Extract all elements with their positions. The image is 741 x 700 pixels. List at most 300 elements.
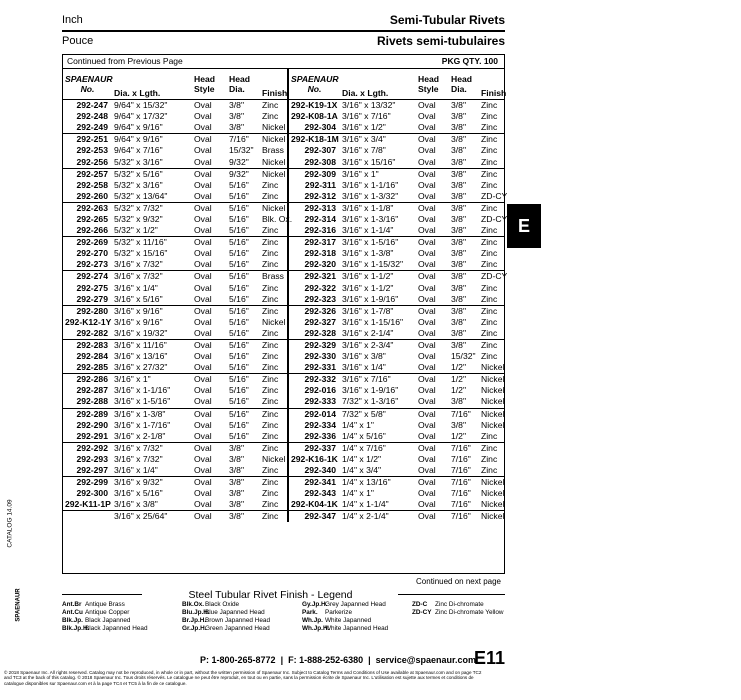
table-header-row xyxy=(63,69,504,100)
head-style: Oval xyxy=(418,100,436,111)
dia-lgth: 1/4" x 1-1/4" xyxy=(340,499,416,511)
continued-next-label: Continued on next page xyxy=(416,577,501,586)
dia-lgth: 9/64" x 17/32" xyxy=(114,111,168,122)
part-number: 292-337 xyxy=(304,442,336,453)
dia-lgth: 3/16" x 1" xyxy=(114,374,151,385)
head-dia: 7/16" xyxy=(451,453,471,464)
legend-text: Green Japanned Head xyxy=(205,625,270,632)
head-style: Oval xyxy=(192,156,227,168)
dia-lgth: 3/16" x 9/16" xyxy=(114,316,163,327)
side-catalog xyxy=(6,470,36,660)
table-row xyxy=(63,431,504,443)
header-right-1: Semi-Tubular Rivets xyxy=(389,13,505,27)
part-number: 292-341 xyxy=(304,477,336,488)
head-dia: 3/8" xyxy=(451,100,466,111)
part-number: 292-332 xyxy=(304,374,336,385)
finish: Zinc xyxy=(260,477,288,489)
col-head-label: Head xyxy=(194,74,216,84)
part-number: 292-334 xyxy=(304,419,336,430)
part-number: 292-K12-1Y xyxy=(65,316,112,327)
header-rule xyxy=(62,30,505,32)
head-dia: 5/16" xyxy=(229,419,249,430)
part-number: 292-318 xyxy=(304,248,336,259)
col-spaenaur-no: SPAENAUR No. xyxy=(288,69,340,100)
legend-code: Ant.Cu xyxy=(62,609,83,616)
head-style: Oval xyxy=(418,237,436,248)
part-number: 292-280 xyxy=(76,305,108,316)
dia-lgth: 3/16" x 1/4" xyxy=(114,282,158,293)
head-dia: 5/16" xyxy=(229,237,249,248)
head-dia: 3/8" xyxy=(229,442,244,453)
head-dia: 3/8" xyxy=(451,213,466,224)
head-style: Oval xyxy=(194,408,212,419)
head-dia: 7/16" xyxy=(449,465,479,477)
part-number: 292-282 xyxy=(63,328,112,340)
head-style: Oval xyxy=(194,477,212,488)
head-style: Oval xyxy=(194,442,212,453)
dia-lgth: 7/32" x 5/8" xyxy=(342,408,386,419)
header-left-1: Inch xyxy=(62,14,83,26)
part-number: 292-287 xyxy=(76,385,108,396)
legend-text: Zinc Di-chromate xyxy=(435,601,484,608)
dia-lgth: 3/16" x 7/16" xyxy=(342,374,391,385)
head-style: Oval xyxy=(418,202,436,213)
part-number: 292-311 xyxy=(304,179,336,190)
col-dia-lgth: Dia. x Lgth. xyxy=(112,69,192,100)
head-dia: 3/8" xyxy=(451,145,466,156)
head-dia: 3/8" xyxy=(451,237,466,248)
finish: Nickel xyxy=(481,385,505,396)
dia-lgth: 3/16" x 1/4" xyxy=(340,362,416,374)
dia-lgth: 3/16" x 5/16" xyxy=(114,488,163,499)
table-row xyxy=(63,214,504,225)
part-number: 292-247 xyxy=(76,100,108,111)
part-number: 292-329 xyxy=(304,340,336,351)
head-dia: 5/16" xyxy=(229,282,249,293)
head-style: Oval xyxy=(194,271,212,282)
head-style: Oval xyxy=(418,477,436,488)
finish: Zinc xyxy=(260,225,288,237)
side-catalog-text: CATALOG 14.09 xyxy=(6,499,14,548)
part-number: 292-307 xyxy=(304,145,336,156)
table-row xyxy=(63,442,504,454)
dia-lgth: 5/32" x 11/16" xyxy=(114,237,167,248)
head-style: Oval xyxy=(194,100,212,111)
head-dia: 3/8" xyxy=(451,248,466,259)
finish: Nickel xyxy=(481,477,505,488)
part-number: 292-323 xyxy=(288,294,340,306)
head-style: Oval xyxy=(194,248,212,259)
head-dia: 7/16" xyxy=(451,408,471,419)
head-style: Oval xyxy=(418,453,436,464)
head-style: Oval xyxy=(192,499,227,511)
head-dia: 3/8" xyxy=(451,134,466,145)
finish: Zinc xyxy=(481,282,498,293)
head-style: Oval xyxy=(194,282,212,293)
dia-lgth: 1/4" x 1" xyxy=(342,419,374,430)
part-number: 292-K18-1M xyxy=(291,134,339,145)
legend-text: Zinc Di-chromate Yellow xyxy=(435,609,504,616)
finish: Nickel xyxy=(481,396,505,407)
dia-lgth: 3/16" x 3/8" xyxy=(342,351,386,362)
head-style: Oval xyxy=(418,374,436,385)
dia-lgth: 5/32" x 13/64" xyxy=(112,191,192,203)
col-style-label: Style xyxy=(418,84,439,94)
table-row xyxy=(63,454,504,465)
head-dia: 5/16" xyxy=(227,431,260,443)
part-number: 292-251 xyxy=(76,134,108,145)
head-dia: 3/8" xyxy=(227,499,260,511)
head-style: Oval xyxy=(194,168,212,179)
legend-code: ZD-CY xyxy=(412,609,432,616)
finish: Zinc xyxy=(481,111,498,122)
finish: Zinc xyxy=(260,339,288,351)
dia-lgth: 3/16" x 15/16" xyxy=(340,156,416,168)
dia-lgth: 9/64" x 15/32" xyxy=(114,100,168,111)
finish: Nickel xyxy=(481,374,505,385)
dia-lgth: 3/16" x 1-5/16" xyxy=(342,237,399,248)
finish: ZD-CY xyxy=(481,190,508,201)
dia-lgth: 1/4" x 1/2" xyxy=(342,453,382,464)
finish: Zinc xyxy=(260,248,288,259)
dia-lgth: 1/4" x 3/4" xyxy=(340,465,416,477)
finish: Zinc xyxy=(260,431,288,443)
head-dia: 5/16" xyxy=(229,271,249,282)
dia-lgth: 9/64" x 7/16" xyxy=(114,145,163,156)
finish: Zinc xyxy=(481,248,498,259)
legend-text: Black Japanned xyxy=(85,617,131,624)
table-row xyxy=(63,408,504,420)
head-style: Oval xyxy=(194,305,212,316)
head-style: Oval xyxy=(194,145,212,156)
legend-code: Wh.Jp.H. xyxy=(302,625,330,632)
finish: Zinc xyxy=(260,259,288,271)
head-dia: 7/16" xyxy=(451,488,471,499)
head-dia: 7/16" xyxy=(451,511,471,522)
legend-text: Antique Copper xyxy=(85,609,130,616)
legend-item xyxy=(182,625,270,633)
dia-lgth: 5/32" x 7/32" xyxy=(114,202,163,213)
part-number: 292-290 xyxy=(76,419,108,430)
part-number: 292-253 xyxy=(76,145,108,156)
part-number: 292-308 xyxy=(288,156,340,168)
product-table-box xyxy=(62,54,508,574)
head-dia: 5/16" xyxy=(229,248,249,259)
dia-lgth: 5/32" x 3/16" xyxy=(114,179,163,190)
finish: Nickel xyxy=(481,419,505,430)
part-number: 292-249 xyxy=(63,122,112,134)
head-style: Oval xyxy=(192,431,227,443)
finish: ZD-CY xyxy=(481,271,508,282)
head-dia: 3/8" xyxy=(451,271,466,282)
part-number: 292-322 xyxy=(304,282,336,293)
table-row xyxy=(63,362,504,374)
table-row xyxy=(63,477,504,489)
head-dia: 5/16" xyxy=(229,202,249,213)
header-right-2: Rivets semi-tubulaires xyxy=(376,34,505,48)
head-style: Oval xyxy=(418,419,436,430)
head-dia: 5/16" xyxy=(229,374,249,385)
dia-lgth: 3/16" x 5/16" xyxy=(112,294,192,306)
col-spaenaur-no: SPAENAUR No. xyxy=(63,69,112,100)
dia-lgth: 1/4" x 2-1/4" xyxy=(342,511,389,522)
head-dia: 5/16" xyxy=(229,351,249,362)
legend-text: Black Oxide xyxy=(205,601,240,608)
head-style: Oval xyxy=(416,328,449,340)
dia-lgth: 3/16" x 1-9/16" xyxy=(342,385,399,396)
part-number: 292-263 xyxy=(76,202,108,213)
finish: Zinc xyxy=(479,225,504,237)
head-dia: 1/2" xyxy=(451,385,466,396)
legend-item xyxy=(182,609,265,617)
head-style: Oval xyxy=(418,213,436,224)
head-style: Oval xyxy=(194,179,212,190)
continued-from-label: Continued from Previous Page xyxy=(67,56,183,66)
part-number: 292-014 xyxy=(304,408,336,419)
head-style: Oval xyxy=(418,488,436,499)
legend-code: Br.Jp.H. xyxy=(182,617,207,624)
finish: Zinc xyxy=(260,465,288,477)
head-style: Oval xyxy=(192,191,227,203)
part-number: 292-286 xyxy=(76,374,108,385)
email-link[interactable]: service@spaenaur.com xyxy=(375,655,477,665)
part-number: 292-300 xyxy=(76,488,108,499)
head-dia: 7/16" xyxy=(449,499,479,511)
dia-lgth: 3/16" x 1-15/32" xyxy=(340,259,416,271)
head-style: Oval xyxy=(418,145,436,156)
col-dia-label: Dia. xyxy=(229,84,245,94)
col-finish: Finish xyxy=(479,69,504,100)
part-number: 292-283 xyxy=(76,340,108,351)
head-style: Oval xyxy=(418,179,436,190)
table-row xyxy=(63,145,504,156)
dia-lgth: 3/16" x 1" xyxy=(342,168,379,179)
header-left-2: Pouce xyxy=(62,35,94,47)
part-number: 292-260 xyxy=(63,191,112,203)
dia-lgth: 3/16" x 3/4" xyxy=(342,134,386,145)
head-style: Oval xyxy=(416,362,449,374)
finish: Zinc xyxy=(481,237,498,248)
legend-item xyxy=(62,625,148,633)
finish: Zinc xyxy=(260,328,288,340)
head-dia: 3/8" xyxy=(451,340,466,351)
head-dia: 9/32" xyxy=(229,168,249,179)
head-style: Oval xyxy=(418,316,436,327)
dia-lgth: 3/16" x 19/32" xyxy=(112,328,192,340)
dia-lgth: 3/16" x 7/32" xyxy=(114,453,163,464)
dia-lgth: 3/16" x 1-7/8" xyxy=(342,305,394,316)
head-style: Oval xyxy=(192,122,227,134)
part-number: 292-257 xyxy=(76,168,108,179)
finish: Zinc xyxy=(260,396,288,408)
col-head-label: Head xyxy=(451,74,473,84)
head-style: Oval xyxy=(418,134,436,145)
table-row xyxy=(63,385,504,396)
legend-item xyxy=(302,609,352,617)
dia-lgth: 5/32" x 15/16" xyxy=(114,248,168,259)
finish: Nickel xyxy=(481,499,505,510)
legend-item xyxy=(62,601,125,609)
part-number: 292-317 xyxy=(304,237,336,248)
table-row xyxy=(63,317,504,328)
legend-item xyxy=(182,617,270,625)
head-style: Oval xyxy=(418,442,436,453)
part-number: 292-297 xyxy=(63,465,112,477)
dia-lgth: 3/16" x 1-3/32" xyxy=(340,191,416,203)
table-row xyxy=(63,351,504,362)
col-dia-label: Dia. xyxy=(451,84,467,94)
part-number: 292-248 xyxy=(76,111,108,122)
finish: Zinc xyxy=(260,511,288,523)
product-table xyxy=(63,69,508,522)
dia-lgth: 3/16" x 1/2" xyxy=(340,122,416,134)
part-number: 292-269 xyxy=(76,237,108,248)
part-number: 292-293 xyxy=(76,453,108,464)
table-row xyxy=(63,488,504,499)
finish: Nickel xyxy=(260,122,288,134)
table-topbar xyxy=(63,55,504,69)
finish: Nickel xyxy=(481,408,505,419)
part-number: 292-292 xyxy=(76,442,108,453)
legend-code: ZD-C xyxy=(412,601,428,608)
col-head-label: Head xyxy=(229,74,251,84)
finish: Zinc xyxy=(481,316,498,327)
head-dia: 3/8" xyxy=(451,111,466,122)
copyright-text: © 2018 Spaenaur Inc. All rights reserved. Catalog may not be reproduced, in whole or in part, without the written permission of Spaenaur Inc. Subject to Catalog Terms and Conditions of Use available at Spaenaur.com and on page TC2 and TC3 at the back of this catalog. © 2018 Spaenaur Inc. Tous droits réservés. Le catalogue ne peut être reproduit, en tout ou en partie, sans la permission écrite de Spaenaur Inc. L'utilisation est sujette aux termes et conditions de catalogue disponibles sur Spaenaur.com et à la page TC4 et TC5 à la fin de ce catalogue. xyxy=(4,670,482,686)
col-dia-lgth: Dia. x Lgth. xyxy=(340,69,416,100)
finish: Zinc xyxy=(479,465,504,477)
dia-lgth: 3/16" x 2-3/4" xyxy=(342,340,394,351)
head-dia: 3/8" xyxy=(449,259,479,271)
table-row xyxy=(63,111,504,122)
dia-lgth: 3/16" x 9/16" xyxy=(114,305,163,316)
fax-text: F: 1-888-252-6380 xyxy=(288,655,364,665)
head-dia: 5/16" xyxy=(227,191,260,203)
part-number: 292-347 xyxy=(304,511,336,522)
part-number: 292-279 xyxy=(63,294,112,306)
legend-code: Blk.Jp.H. xyxy=(62,625,90,632)
head-style: Oval xyxy=(194,202,212,213)
finish: Zinc xyxy=(481,453,498,464)
head-dia: 9/32" xyxy=(227,156,260,168)
dia-lgth: 3/16" x 25/64" xyxy=(114,511,168,522)
finish: Zinc xyxy=(260,351,288,362)
table-row xyxy=(63,420,504,431)
part-number: 292-K11-1P xyxy=(65,499,111,510)
legend-text: Antique Brass xyxy=(85,601,125,608)
table-row xyxy=(63,511,504,523)
head-style: Oval xyxy=(194,134,212,145)
dia-lgth: 3/16" x 1-1/2" xyxy=(342,282,394,293)
head-style: Oval xyxy=(418,168,436,179)
part-number: 292-309 xyxy=(304,168,336,179)
part-number: 292-320 xyxy=(288,259,340,271)
finish: Zinc xyxy=(479,431,504,443)
head-style: Oval xyxy=(194,511,212,522)
finish: Blk. Ox. xyxy=(262,213,293,224)
col-head-style xyxy=(192,69,227,100)
legend-code: Wh.Jp. xyxy=(302,617,323,624)
part-number: 292-265 xyxy=(76,213,108,224)
head-style: Oval xyxy=(416,294,449,306)
contact-line: P: 1-800-265-8772 | F: 1-888-252-6380 | service@spaenaur.com xyxy=(200,655,477,665)
legend-rule-right xyxy=(398,594,505,595)
col-style-label: Style xyxy=(194,84,215,94)
finish: Zinc xyxy=(481,145,498,156)
head-style: Oval xyxy=(194,385,212,396)
finish: Zinc xyxy=(260,100,288,112)
part-number: 292-016 xyxy=(304,385,336,396)
finish: ZD-CY xyxy=(481,213,508,224)
part-number: 292-343 xyxy=(304,488,336,499)
dia-lgth: 1/4" x 7/16" xyxy=(342,442,386,453)
head-dia: 3/8" xyxy=(227,122,260,134)
legend-text: White Japanned Head xyxy=(325,625,389,632)
part-number: 292-285 xyxy=(63,362,112,374)
finish: Nickel xyxy=(260,168,288,180)
table-row xyxy=(63,271,504,283)
head-style: Oval xyxy=(418,271,436,282)
dia-lgth: 3/16" x 2-1/4" xyxy=(340,328,416,340)
head-dia: 3/8" xyxy=(451,202,466,213)
finish: Zinc xyxy=(260,305,288,317)
table-row xyxy=(63,225,504,237)
part-number: 292-284 xyxy=(76,351,108,362)
head-dia: 3/8" xyxy=(227,465,260,477)
head-style: Oval xyxy=(194,111,212,122)
part-number: 292-K16-1K xyxy=(291,453,338,464)
part-number: 292-K19-1X xyxy=(291,100,338,111)
head-style: Oval xyxy=(418,385,436,396)
part-number: 292-299 xyxy=(76,477,108,488)
dia-lgth: 3/16" x 1/4" xyxy=(112,465,192,477)
part-number: 292-333 xyxy=(288,396,340,408)
finish: Zinc xyxy=(260,191,288,203)
legend-code: Gy.Jp.H. xyxy=(302,601,328,608)
head-style: Oval xyxy=(418,511,436,522)
finish: Nickel xyxy=(260,156,288,168)
table-row xyxy=(63,305,504,317)
part-number: 292-340 xyxy=(288,465,340,477)
dia-lgth: 9/64" x 9/16" xyxy=(114,134,163,145)
dia-lgth: 3/16" x 7/32" xyxy=(112,259,192,271)
table-row xyxy=(63,134,504,146)
head-style: Oval xyxy=(194,340,212,351)
dia-lgth: 1/4" x 13/16" xyxy=(342,477,391,488)
head-dia: 3/8" xyxy=(449,191,479,203)
part-number: 292-321 xyxy=(304,271,336,282)
head-style: Oval xyxy=(416,259,449,271)
finish: Nickel xyxy=(260,202,288,214)
part-number: 292-291 xyxy=(63,431,112,443)
head-dia: 3/8" xyxy=(449,328,479,340)
head-style: Oval xyxy=(418,282,436,293)
part-number: 292-304 xyxy=(288,122,340,134)
head-dia: 3/8" xyxy=(451,282,466,293)
finish: Zinc xyxy=(481,179,498,190)
head-dia: 5/16" xyxy=(229,385,249,396)
head-dia: 7/16" xyxy=(451,477,471,488)
head-dia: 1/2" xyxy=(451,374,466,385)
head-style: Oval xyxy=(416,191,449,203)
head-dia: 1/2" xyxy=(449,431,479,443)
head-dia: 15/32" xyxy=(229,145,254,156)
legend-code: Blk.Ox. xyxy=(182,601,205,608)
part-number: 292-312 xyxy=(288,191,340,203)
head-dia: 3/8" xyxy=(229,477,244,488)
finish: Zinc xyxy=(481,351,498,362)
part-number: 292-326 xyxy=(304,305,336,316)
